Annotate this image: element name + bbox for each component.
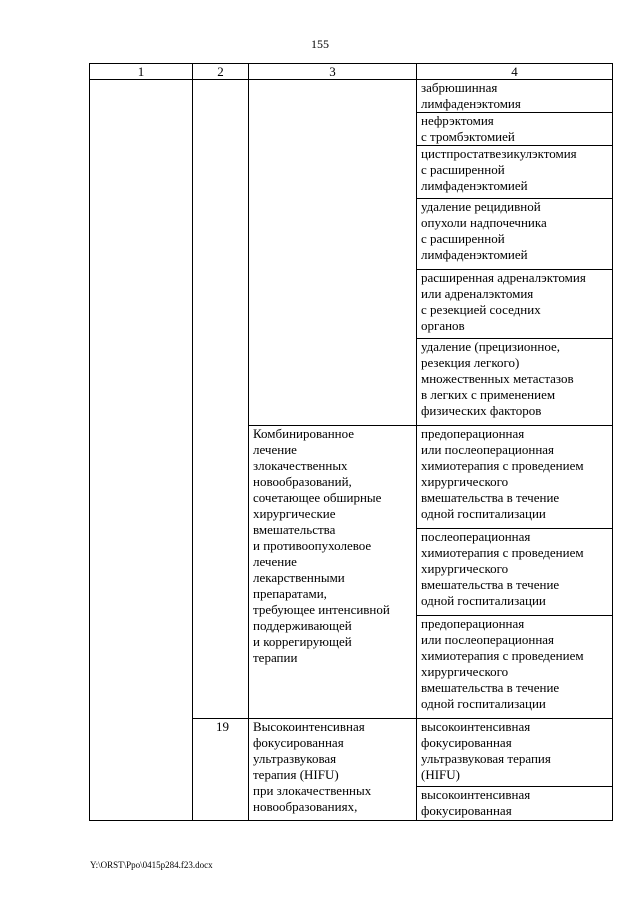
footer-file-path: Y:\ORST\Ppo\0415p284.f23.docx (90, 860, 213, 870)
column-2-cell (193, 80, 249, 719)
group-number-cell: 19 (193, 719, 249, 821)
method-cell: нефрэктомия с тромбэктомией (417, 113, 613, 146)
treatment-table (89, 63, 613, 821)
hifu-description: Высокоинтенсивная фокусированная ультразвуковая терапия (HIFU) при злокачественных новообразованиях, (249, 719, 417, 821)
combined-treatment-description: Комбинированное лечение злокачественных новообразований, сочетающее обширные хирургические вмешательства и противоопухолевое лечение лекарственными препаратами, требующее интенсивной поддерживающей и коррегирующей терапии (249, 426, 417, 719)
method-cell: послеоперационная химиотерапия с проведением хирургического вмешательства в течение одной госпитализации (417, 529, 613, 616)
column-3-cell-continued (249, 80, 417, 426)
method-cell: предоперационная или послеоперационная химиотерапия с проведением хирургического вмешательства в течение одной госпитализации (417, 426, 613, 529)
method-cell: забрюшинная лимфаденэктомия (417, 80, 613, 113)
method-cell: удаление рецидивной опухоли надпочечника с расширенной лимфаденэктомией (417, 199, 613, 270)
method-cell: высокоинтенсивная фокусированная ультразвуковая терапия (HIFU) (417, 719, 613, 787)
column-header-3: 3 (249, 64, 417, 80)
method-cell: предоперационная или послеоперационная химиотерапия с проведением хирургического вмешательства в течение одной госпитализации (417, 616, 613, 719)
method-cell: удаление (прецизионное, резекция легкого) множественных метастазов в легких с применением физических факторов (417, 339, 613, 426)
table-header-row (90, 64, 613, 80)
column-header-1: 1 (90, 64, 193, 80)
method-cell: расширенная адреналэктомия или адреналэктомия с резекцией соседних органов (417, 270, 613, 339)
column-1-cell (90, 80, 193, 821)
page-number: 155 (311, 37, 329, 51)
table-row (90, 80, 613, 113)
column-header-2: 2 (193, 64, 249, 80)
method-cell: цистпростатвезикулэктомия с расширенной лимфаденэктомией (417, 146, 613, 199)
column-header-4: 4 (417, 64, 613, 80)
method-cell: высокоинтенсивная фокусированная (417, 787, 613, 821)
